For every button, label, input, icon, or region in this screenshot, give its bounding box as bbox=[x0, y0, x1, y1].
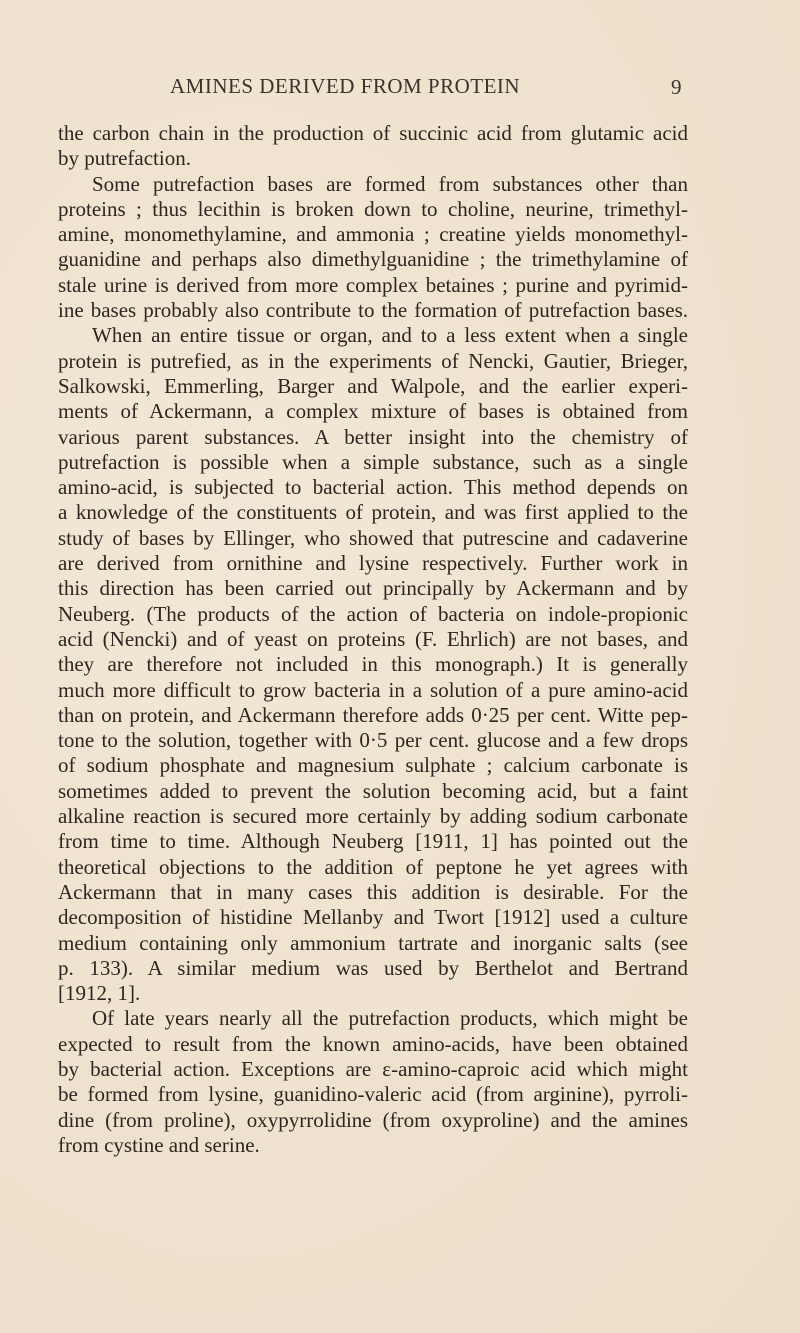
text-line: proteins ; thus lecithin is broken down to choline, neurine, trimethyl- bbox=[58, 196, 688, 221]
text-line: much more difficult to grow bacteria in a solution of a pure amino-acid bbox=[58, 677, 688, 702]
paragraph-bacterial-action bbox=[58, 323, 688, 1006]
text-line: tone to the solution, together with 0·5 per cent. glucose and a few drops bbox=[58, 728, 688, 753]
text-line: from cystine and serine. bbox=[58, 1132, 260, 1157]
text-line: be formed from lysine, guanidino-valeric acid (from arginine), pyrroli- bbox=[58, 1082, 688, 1107]
body-text bbox=[58, 121, 688, 1158]
text-line: acid (Nencki) and of yeast on proteins (F. Ehrlich) are not bases, and bbox=[58, 626, 688, 651]
text-line: they are therefore not included in this monograph.) It is generally bbox=[58, 652, 688, 677]
text-line: Salkowski, Emmerling, Barger and Walpole, and the earlier experi- bbox=[58, 373, 688, 398]
text-line: putrefaction is possible when a simple substance, such as a single bbox=[58, 449, 688, 474]
text-line: ine bases probably also contribute to the formation of putrefaction bases. bbox=[58, 298, 688, 323]
text-line: expected to result from the known amino-acids, have been obtained bbox=[58, 1031, 688, 1056]
text-line: by bacterial action. Exceptions are ε-amino-caproic acid which might bbox=[58, 1056, 688, 1081]
text-line: stale urine is derived from more complex betaines ; purine and pyrimid- bbox=[58, 272, 688, 297]
text-line: ments of Ackermann, a complex mixture of bases is obtained from bbox=[58, 399, 688, 424]
text-line: a knowledge of the constituents of protein, and was first applied to the bbox=[58, 500, 688, 525]
text-line: protein is putrefied, as in the experiments of Nencki, Gautier, Brieger, bbox=[58, 348, 688, 373]
text-line: this direction has been carried out principally by Ackermann and by bbox=[58, 576, 688, 601]
text-line: from time to time. Although Neuberg [1911, 1] has pointed out the bbox=[58, 829, 688, 854]
text-line: study of bases by Ellinger, who showed that putrescine and cadaverine bbox=[58, 525, 688, 550]
text-line: dine (from proline), oxypyrrolidine (from oxyproline) and the amines bbox=[58, 1107, 688, 1132]
text-line: are derived from ornithine and lysine respectively. Further work in bbox=[58, 551, 688, 576]
text-line: various parent substances. A better insight into the chemistry of bbox=[58, 424, 688, 449]
text-line: amino-acid, is subjected to bacterial action. This method depends on bbox=[58, 475, 688, 500]
running-title: AMINES DERIVED FROM PROTEIN bbox=[170, 74, 521, 98]
text-line: Some putrefaction bases are formed from substances other than bbox=[92, 171, 688, 196]
text-line: than on protein, and Ackermann therefore adds 0·25 per cent. Witte pep- bbox=[58, 702, 688, 727]
text-line: alkaline reaction is secured more certainly by adding sodium carbonate bbox=[58, 804, 688, 829]
text-line: amine, monomethylamine, and ammonia ; creatine yields monomethyl- bbox=[58, 222, 688, 247]
text-line: Neuberg. (The products of the action of bacteria on indole-propionic bbox=[58, 601, 688, 626]
text-line: Ackermann that in many cases this addition is desirable. For the bbox=[58, 879, 688, 904]
text-line: theoretical objections to the addition of peptone he yet agrees with bbox=[58, 854, 688, 879]
text-line: decomposition of histidine Mellanby and Twort [1912] used a culture bbox=[58, 905, 688, 930]
text-line: medium containing only ammonium tartrate and inorganic salts (see bbox=[58, 930, 688, 955]
text-line: When an entire tissue or organ, and to a less extent when a single bbox=[92, 323, 688, 348]
text-line: p. 133). A similar medium was used by Berthelot and Bertrand bbox=[58, 955, 688, 980]
text-line: [1912, 1]. bbox=[58, 981, 141, 1006]
text-line: sometimes added to prevent the solution becoming acid, but a faint bbox=[58, 778, 688, 803]
paragraph-continuation bbox=[58, 121, 688, 172]
text-line: by putrefaction. bbox=[58, 146, 191, 171]
paragraph-putrefaction-sources bbox=[58, 172, 688, 324]
text-line: Of late years nearly all the putrefaction products, which might be bbox=[92, 1006, 688, 1031]
text-line: of sodium phosphate and magnesium sulphate ; calcium carbonate is bbox=[58, 753, 688, 778]
page-number: 9 bbox=[671, 75, 682, 99]
text-line: guanidine and perhaps also dimethylguanidine ; the trimethylamine of bbox=[58, 247, 688, 272]
text-line: the carbon chain in the production of succinic acid from glutamic acid bbox=[58, 121, 688, 145]
running-header bbox=[0, 74, 800, 104]
paragraph-exceptions bbox=[58, 1006, 688, 1158]
